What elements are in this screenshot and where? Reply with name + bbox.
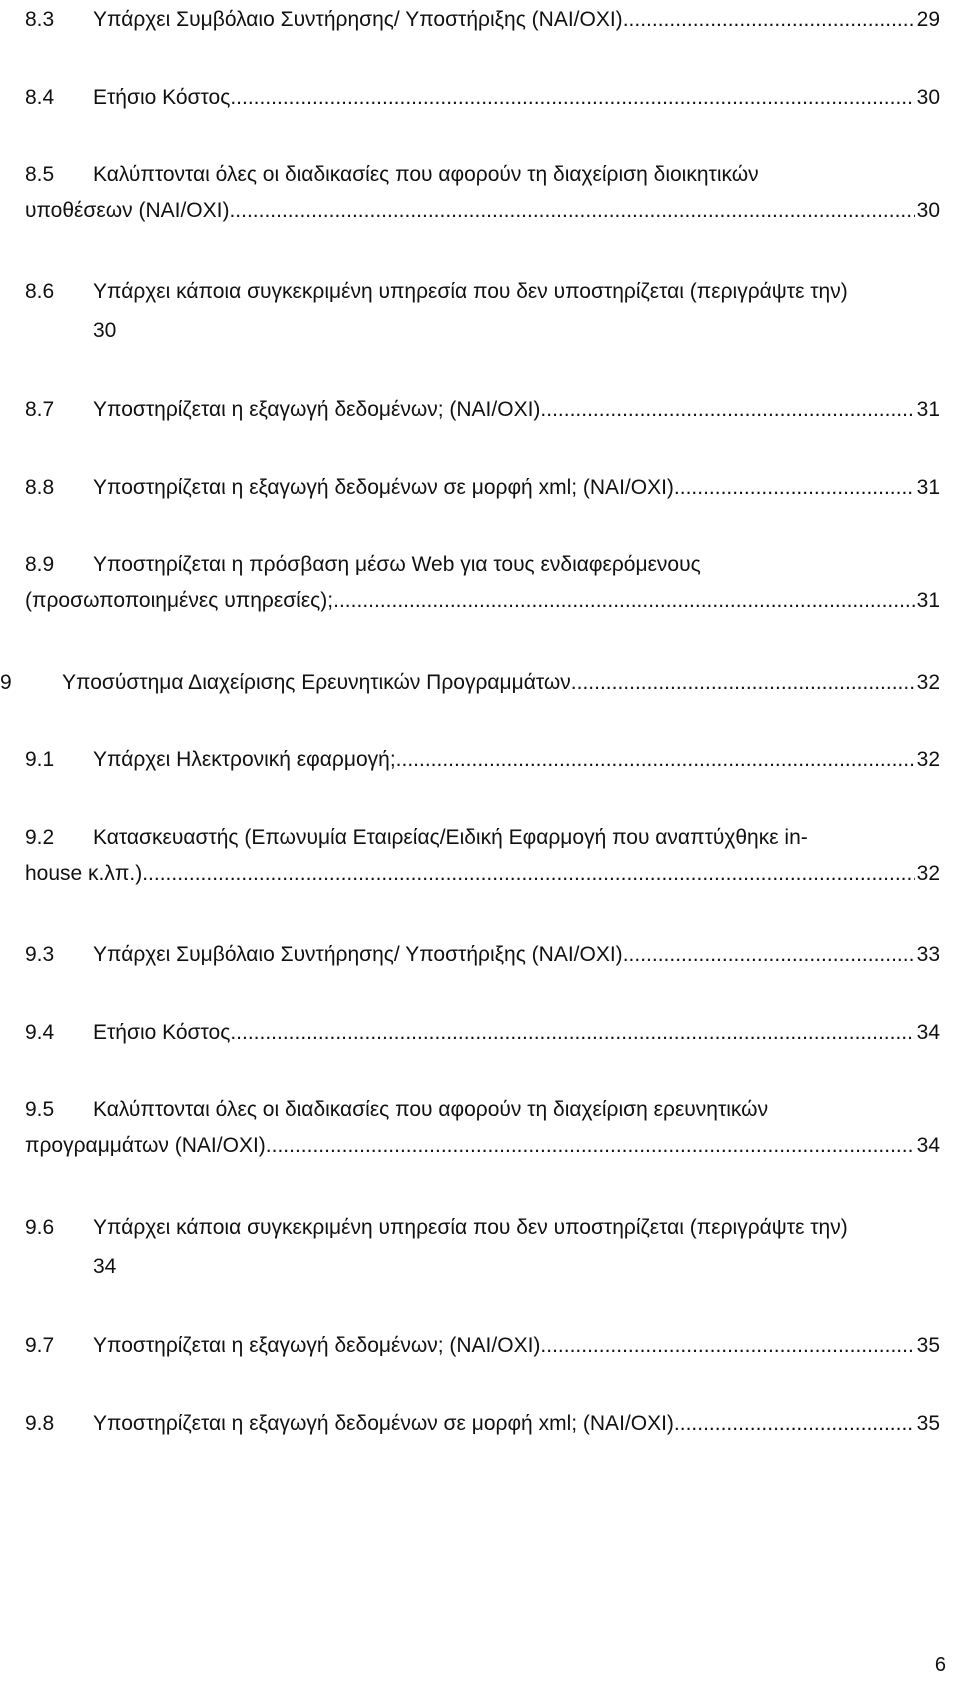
entry-page: 31 xyxy=(916,398,940,421)
entry-title-line-2: house κ.λπ.) xyxy=(25,862,143,885)
dot-leader xyxy=(674,470,915,506)
entry-page: 29 xyxy=(916,8,940,31)
dot-leader xyxy=(230,1015,914,1051)
entry-number: 9.5 xyxy=(25,1098,55,1121)
entry-title: Υποσύστημα Διαχείρισης Ερευνητικών Προγραμμάτων xyxy=(62,671,571,694)
entry-title-line-2: υποθέσεων (ΝΑΙ/ΟΧΙ) xyxy=(25,199,230,222)
entry-title: Ετήσιο Κόστος xyxy=(93,1021,231,1044)
dot-leader xyxy=(623,937,915,973)
entry-number: 9.6 xyxy=(25,1216,55,1239)
dot-leader xyxy=(333,583,915,619)
entry-number: 8.8 xyxy=(25,476,55,499)
dot-leader xyxy=(674,1406,915,1442)
entry-page: 33 xyxy=(916,943,940,966)
footer-page-number: 6 xyxy=(934,1654,946,1676)
entry-number: 9.2 xyxy=(25,826,55,849)
dot-leader xyxy=(571,665,915,701)
entry-number: 8.3 xyxy=(25,8,55,31)
entry-title: Υπάρχει Ηλεκτρονική εφαρμογή; xyxy=(93,748,396,771)
entry-number: 9.1 xyxy=(25,748,55,771)
dot-leader xyxy=(142,856,914,892)
entry-page: 30 xyxy=(916,86,940,109)
entry-page: 34 xyxy=(916,1134,940,1157)
entry-title-line-1: Υπάρχει κάποια συγκεκριμένη υπηρεσία που δεν υποστηρίζεται (περιγράψτε την) xyxy=(93,1216,848,1239)
entry-number: 9.7 xyxy=(25,1334,55,1357)
entry-number: 9.8 xyxy=(25,1412,55,1435)
entry-title: Υποστηρίζεται η εξαγωγή δεδομένων σε μορφή xml; (ΝΑΙ/ΟΧΙ) xyxy=(93,476,674,499)
entry-number: 9.3 xyxy=(25,943,55,966)
dot-leader xyxy=(623,2,915,38)
entry-page: 35 xyxy=(916,1334,940,1357)
entry-page: 32 xyxy=(916,862,940,885)
entry-title: Υπάρχει Συμβόλαιο Συντήρησης/ Υποστήριξης (ΝΑΙ/ΟΧΙ) xyxy=(93,943,623,966)
entry-title: Υποστηρίζεται η εξαγωγή δεδομένων σε μορφή xml; (ΝΑΙ/ΟΧΙ) xyxy=(93,1412,674,1435)
dot-leader xyxy=(396,742,915,778)
entry-number: 8.4 xyxy=(25,86,55,109)
entry-title-line-2: (προσωποποιημένες υπηρεσίες); xyxy=(25,589,334,612)
dot-leader xyxy=(540,1328,914,1364)
entry-title-line-2: προγραμμάτων (ΝΑΙ/ΟΧΙ) xyxy=(25,1134,266,1157)
entry-number: 8.6 xyxy=(25,280,55,303)
entry-number: 8.5 xyxy=(25,163,55,186)
entry-title-line-1: Καλύπτονται όλες οι διαδικασίες που αφορούν τη διαχείριση διοικητικών xyxy=(93,163,759,186)
entry-number: 8.7 xyxy=(25,398,55,421)
entry-title-line-1: Κατασκευαστής (Επωνυμία Εταιρείας/Ειδική Εφαρμογή που αναπτύχθηκε in- xyxy=(93,826,808,849)
entry-page: 34 xyxy=(93,1255,117,1278)
dot-leader xyxy=(229,193,914,229)
entry-number: 8.9 xyxy=(25,553,55,576)
dot-leader xyxy=(540,392,914,428)
entry-title-line-1: Καλύπτονται όλες οι διαδικασίες που αφορούν τη διαχείριση ερευνητικών xyxy=(93,1098,769,1121)
entry-page: 31 xyxy=(916,589,940,612)
entry-number: 9 xyxy=(0,671,12,694)
entry-page: 32 xyxy=(916,748,940,771)
entry-title: Υποστηρίζεται η εξαγωγή δεδομένων; (ΝΑΙ/ΟΧΙ) xyxy=(93,398,541,421)
entry-title: Ετήσιο Κόστος xyxy=(93,86,231,109)
entry-title-line-1: Υποστηρίζεται η πρόσβαση μέσω Web για τους ενδιαφερόμενους xyxy=(93,553,701,576)
entry-title: Υποστηρίζεται η εξαγωγή δεδομένων; (ΝΑΙ/ΟΧΙ) xyxy=(93,1334,541,1357)
entry-number: 9.4 xyxy=(25,1021,55,1044)
entry-page: 30 xyxy=(916,199,940,222)
entry-page: 32 xyxy=(916,671,940,694)
entry-page: 31 xyxy=(916,476,940,499)
entry-title: Υπάρχει Συμβόλαιο Συντήρησης/ Υποστήριξης (ΝΑΙ/ΟΧΙ) xyxy=(93,8,623,31)
dot-leader xyxy=(266,1128,915,1164)
dot-leader xyxy=(230,80,914,116)
entry-page: 35 xyxy=(916,1412,940,1435)
entry-page: 30 xyxy=(93,319,117,342)
entry-title-line-1: Υπάρχει κάποια συγκεκριμένη υπηρεσία που δεν υποστηρίζεται (περιγράψτε την) xyxy=(93,280,848,303)
entry-page: 34 xyxy=(916,1021,940,1044)
